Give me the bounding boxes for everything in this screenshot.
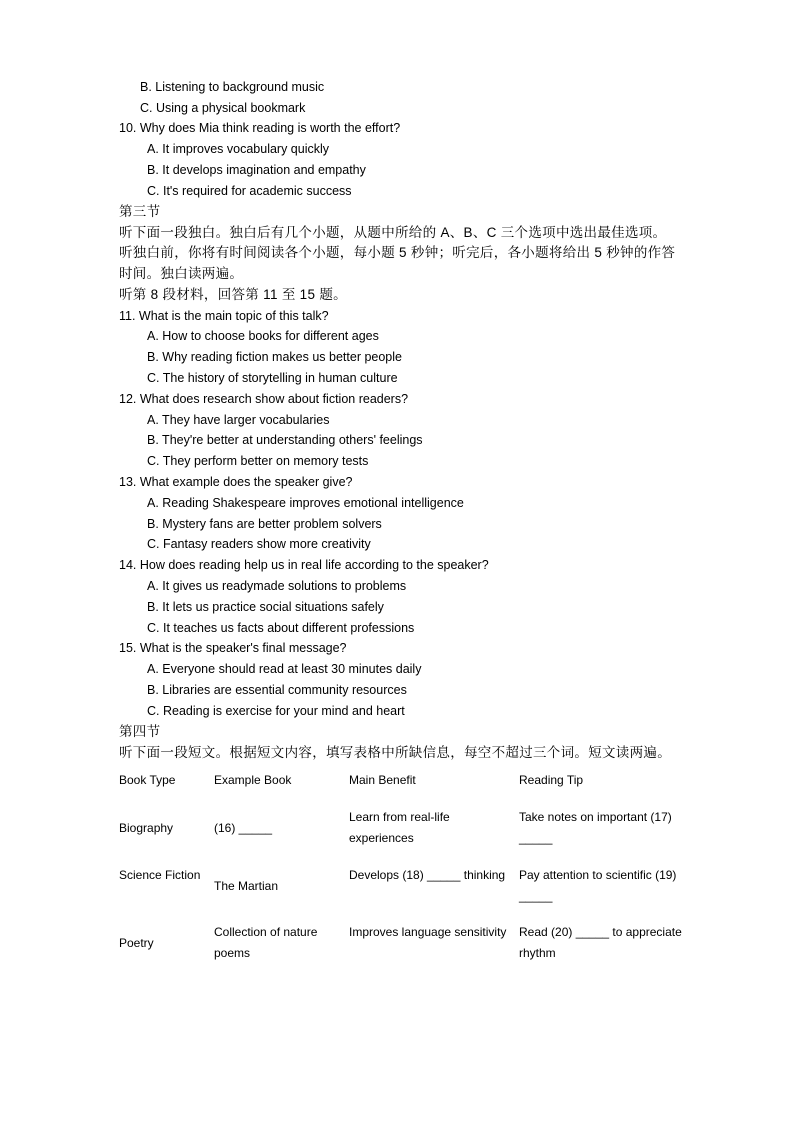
text-line: 12. What does research show about fiction readers? [119, 392, 409, 406]
text-line: C. It teaches us facts about different professions [147, 621, 415, 635]
text-line: B. It develops imagination and empathy [147, 163, 366, 177]
text-line: 听第 8 段材料，回答第 11 至 15 题。 [119, 287, 347, 302]
cell-example-book: Collection of nature poems [214, 925, 318, 960]
header-example-book: Example Book [214, 773, 292, 787]
header-main-benefit: Main Benefit [349, 773, 416, 787]
text-line: C. The history of storytelling in human culture [147, 371, 398, 385]
header-book-type: Book Type [119, 773, 176, 787]
text-line: 听下面一段独白。独白后有几个小题，从题中所给的 A、B、C 三个选项中选出最佳选项。 [119, 225, 667, 240]
text-line: 13. What example does the speaker give? [119, 475, 353, 489]
text-line: A. How to choose books for different ages [147, 329, 379, 343]
text-line: 10. Why does Mia think reading is worth the effort? [119, 121, 401, 135]
cell-main-benefit: Improves language sensitivity [349, 925, 507, 939]
text-line: B. Libraries are essential community resources [147, 683, 407, 697]
text-line: 第四节 [119, 724, 161, 739]
text-line: 第三节 [119, 204, 161, 219]
text-line: A. It improves vocabulary quickly [147, 142, 330, 156]
text-line: B. They're better at understanding others' feelings [147, 433, 423, 447]
cell-reading-tip: Take notes on important (17) _____ [519, 810, 672, 845]
cell-main-benefit: Learn from real-life experiences [349, 810, 450, 845]
text-line: 15. What is the speaker's final message? [119, 641, 347, 655]
cell-main-benefit: Develops (18) _____ thinking [349, 868, 506, 882]
text-line: 时间。独白读两遍。 [119, 266, 244, 281]
text-line: B. Why reading fiction makes us better people [147, 350, 402, 364]
cell-example-book: (16) _____ [214, 821, 273, 835]
text-line: C. Using a physical bookmark [140, 101, 306, 115]
text-line: A. It gives us readymade solutions to problems [147, 579, 407, 593]
text-line: C. Reading is exercise for your mind and heart [147, 704, 405, 718]
text-line: 14. How does reading help us in real life according to the speaker? [119, 558, 489, 572]
cell-reading-tip: Read (20) _____ to appreciate rhythm [519, 925, 682, 960]
text-line: C. They perform better on memory tests [147, 454, 369, 468]
cell-reading-tip: Pay attention to scientific (19) _____ [519, 868, 677, 903]
text-line: B. Listening to background music [140, 80, 325, 94]
text-line: B. It lets us practice social situations safely [147, 600, 384, 614]
header-reading-tip: Reading Tip [519, 773, 584, 787]
cell-example-book: The Martian [214, 879, 279, 893]
text-line: A. They have larger vocabularies [147, 413, 330, 427]
cell-book-type: Poetry [119, 936, 154, 950]
text-line: 听下面一段短文。根据短文内容，填写表格中所缺信息，每空不超过三个词。短文读两遍。 [119, 745, 671, 760]
text-line: C. Fantasy readers show more creativity [147, 537, 371, 551]
text-line: A. Reading Shakespeare improves emotional intelligence [147, 496, 464, 510]
text-line: C. It's required for academic success [147, 184, 352, 198]
cell-book-type: Science Fiction [119, 868, 201, 882]
text-line: B. Mystery fans are better problem solvers [147, 517, 382, 531]
cell-book-type: Biography [119, 821, 174, 835]
text-line: A. Everyone should read at least 30 minutes daily [147, 662, 422, 676]
text-line: 听独白前，你将有时间阅读各个小题，每小题 5 秒钟；听完后，各小题将给出 5 秒钟的作答 [119, 245, 676, 260]
text-line: 11. What is the main topic of this talk? [119, 309, 329, 323]
